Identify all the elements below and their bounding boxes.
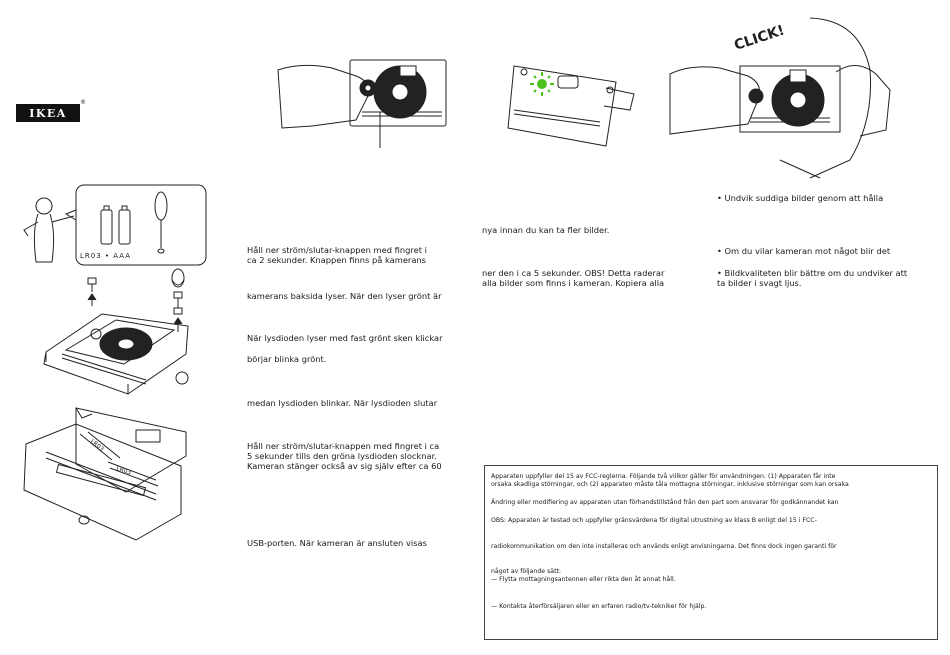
col1-text-7: USB-porten. När kameran är ansluten visas <box>247 538 427 548</box>
col1-text-1: Håll ner ström/slutar-knappen med fingret i ca 2 sekunder. Knappen finns på kamerans <box>247 245 427 265</box>
battery-label-1: LR03 <box>88 438 106 453</box>
battery-illustration <box>18 182 210 270</box>
fcc-text-3: OBS: Apparaten är testad och uppfyller gränsvärdena för digital utrustning av klass B enligt del 15 i FCC- <box>491 517 817 524</box>
col1-text-6: Håll ner ström/slutar-knappen med fingret i ca 5 sekunder tills den gröna lysdioden slocknar. Kameran stänger också av sig själv efter ca 60 <box>247 441 442 471</box>
click-illustration <box>660 10 910 180</box>
battery-type-label: LR03 • AAA <box>80 252 132 260</box>
camera-exploded-illustration <box>36 266 206 402</box>
power-button-illustration <box>272 56 452 152</box>
col3-bullet-2: • Om du vilar kameran mot något blir det <box>717 246 891 256</box>
led-illustration <box>506 58 636 150</box>
registered-mark: ® <box>80 99 86 106</box>
col2-text-2: ner den i ca 5 sekunder. OBS! Detta raderar alla bilder som finns i kameran. Kopiera alla <box>482 268 665 288</box>
col1-text-2: kamerans baksida lyser. När den lyser grönt är <box>247 291 442 301</box>
col2-text-1: nya innan du kan ta fler bilder. <box>482 225 610 235</box>
fcc-text-6: — Kontakta återförsäljaren eller en erfaren radio/tv-tekniker för hjälp. <box>491 603 707 610</box>
battery-insertion-illustration <box>16 404 196 544</box>
fcc-text-5: något av följande sätt: — Flytta mottagningsantennen eller rikta den åt annat håll. <box>491 568 676 583</box>
fcc-text-2: Ändring eller modifiering av apparaten utan förhandstillstånd från den part som ansvarar för godkännandet kan <box>491 499 839 506</box>
battery-label-2: LR03 <box>115 465 132 477</box>
col3-bullet-3: • Bildkvaliteten blir bättre om du undviker att ta bilder i svagt ljus. <box>717 268 908 288</box>
col1-text-5: medan lysdioden blinkar. När lysdioden slutar <box>247 398 438 408</box>
col1-text-3: När lysdioden lyser med fast grönt sken klickar <box>247 333 443 343</box>
click-sound-effect: CLICK! <box>732 22 787 54</box>
col1-text-4: börjar blinka grönt. <box>247 354 327 364</box>
col3-bullet-1: • Undvik suddiga bilder genom att hålla <box>717 193 884 203</box>
fcc-text-1: Apparaten uppfyller del 15 av FCC-reglerna. Följande två villkor gäller för användningen: (1) Apparaten får inte orsaka skadliga störningar, och (2) apparaten måste tåla mottagna störningar, inklusive störningar som kan orsaka <box>491 473 849 488</box>
fcc-notice-box <box>484 465 938 640</box>
ikea-logo: IKEA <box>16 104 80 122</box>
fcc-text-4: radiokommunikation om den inte installeras och används enligt anvisningarna. Det finns dock ingen garanti för <box>491 543 837 550</box>
